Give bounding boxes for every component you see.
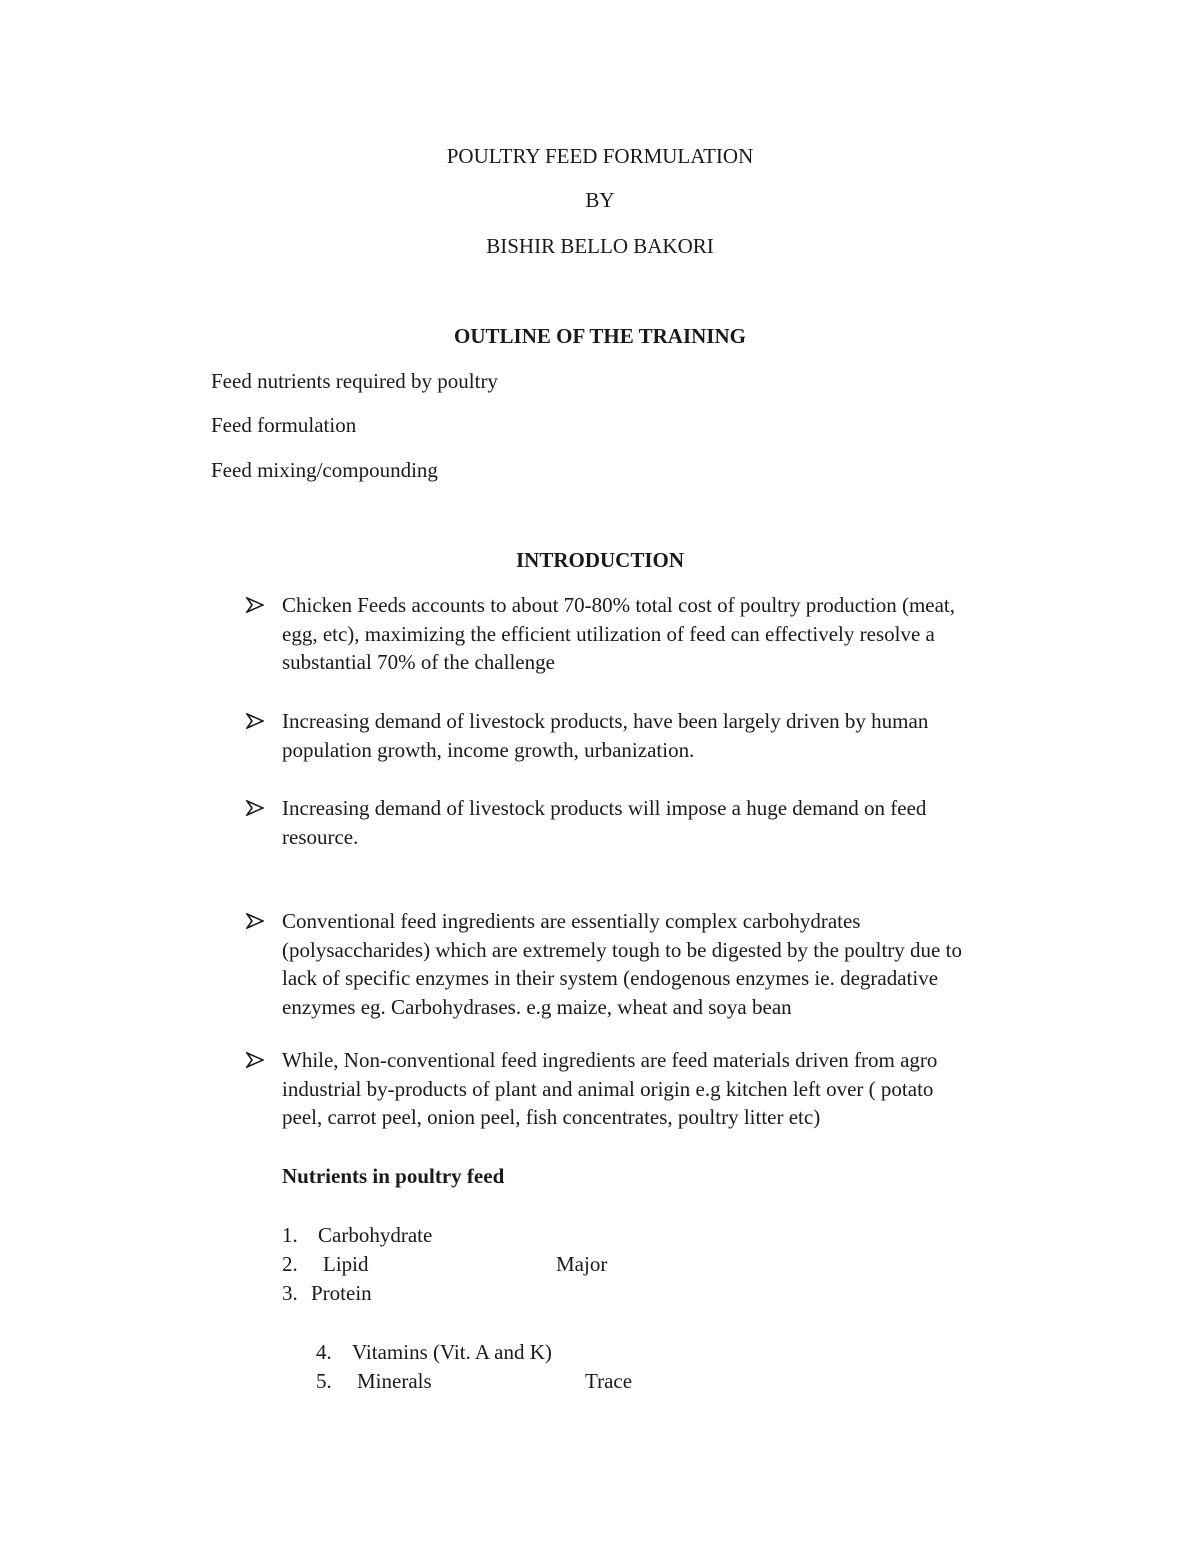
document-title: POULTRY FEED FORMULATION (446, 144, 754, 168)
major-group-label: Major (556, 1252, 608, 1276)
by-line: BY (585, 188, 615, 212)
nutrient-number: 1. (282, 1223, 298, 1247)
intro-bullet-text: Chicken Feeds accounts to about 70-80% total cost of poultry production (meat, egg, etc), maximizing the efficient utilization of feed can effectively resolve a substantial 70% of the challenge (282, 593, 956, 674)
nutrient-label: Minerals (357, 1369, 432, 1393)
arrow-bullet-icon (246, 707, 266, 735)
outline-item: Feed mixing/compounding (211, 458, 438, 482)
nutrient-number: 4. (316, 1340, 332, 1364)
nutrient-number: 5. (316, 1369, 332, 1393)
arrow-bullet-icon (246, 591, 266, 619)
intro-bullet-text: Conventional feed ingredients are essentially complex carbohydrates (polysaccharides) which are extremely tough to be digested by the poultry due to lack of specific enzymes in their system (endogenous enzymes ie. degradative enzymes eg. Carbohydrases. e.g maize, wheat and soya bean (282, 909, 962, 1019)
nutrient-label: Lipid (323, 1252, 369, 1276)
introduction-heading: INTRODUCTION (515, 548, 685, 572)
nutrient-number: 3. (282, 1281, 298, 1305)
author-name: BISHIR BELLO BAKORI (486, 234, 714, 258)
trace-group-label: Trace (585, 1369, 633, 1393)
arrow-bullet-icon (246, 907, 266, 935)
nutrient-label: Carbohydrate (318, 1223, 433, 1247)
outline-item: Feed nutrients required by poultry (211, 369, 498, 393)
intro-bullet-text: While, Non-conventional feed ingredients are feed materials driven from agro industrial by-products of plant and animal origin e.g kitchen left over ( potato peel, carrot peel, onion peel, fish concentrates, poultry litter etc) (282, 1048, 938, 1129)
intro-bullet-text: Increasing demand of livestock products, have been largely driven by human population growth, income growth, urbanization. (282, 709, 929, 762)
nutrient-label: Vitamins (Vit. A and K) (352, 1340, 552, 1364)
nutrient-number: 2. (282, 1252, 298, 1276)
nutrient-label: Protein (311, 1281, 372, 1305)
outline-heading: OUTLINE OF THE TRAINING (454, 324, 746, 348)
nutrients-heading: Nutrients in poultry feed (282, 1164, 505, 1188)
intro-bullet-text: Increasing demand of livestock products will impose a huge demand on feed resource. (282, 796, 927, 849)
arrow-bullet-icon (246, 1046, 266, 1074)
outline-item: Feed formulation (211, 413, 357, 437)
arrow-bullet-icon (246, 794, 266, 822)
